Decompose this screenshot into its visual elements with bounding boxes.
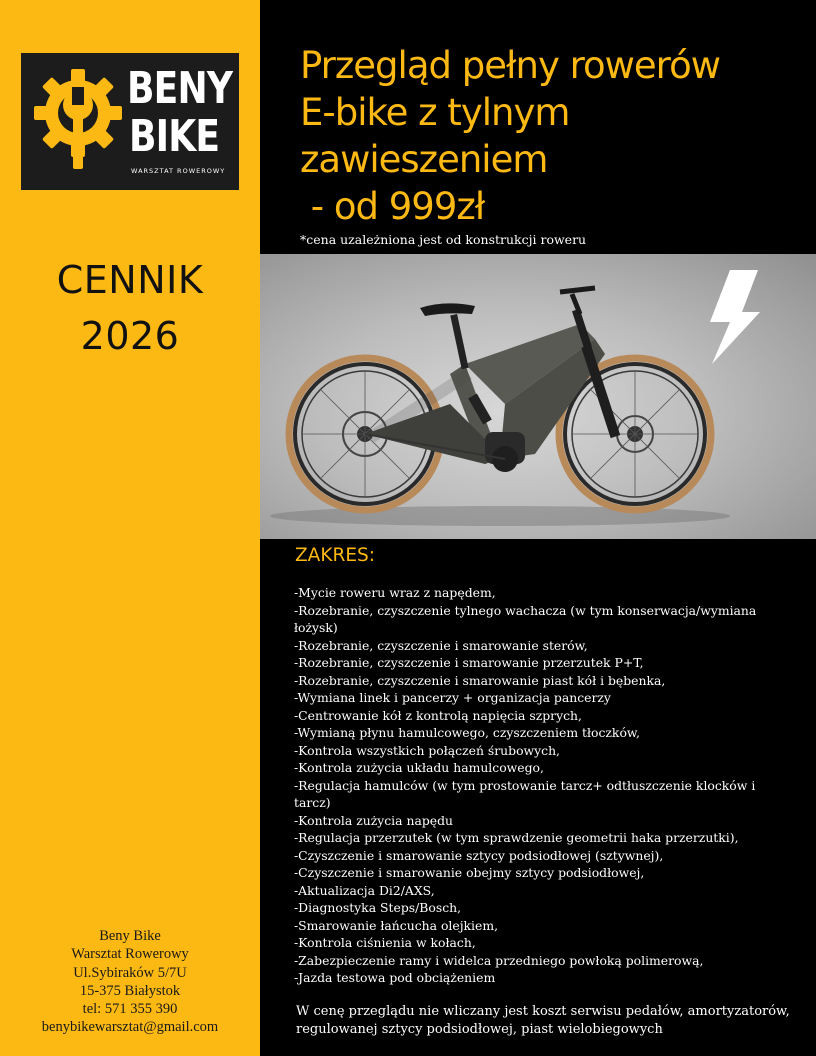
logo-text-bike: BIKE bbox=[129, 111, 220, 162]
scope-item: -Centrowanie kół z kontrolą napięcia szprych, bbox=[294, 707, 582, 723]
scope-item: -Kontrola wszystkich połączeń śrubowych, bbox=[294, 742, 560, 758]
scope-item: -Czyszczenie i smarowanie sztycy podsiodłowej (sztywnej), bbox=[294, 847, 664, 863]
contact-email: benybikewarsztat@gmail.com bbox=[41, 1019, 219, 1036]
scope-item: -Wymiana linek i pancerzy + organizacja pancerzy bbox=[294, 690, 611, 705]
scope-title: ZAKRES: bbox=[295, 545, 375, 566]
logo bbox=[21, 53, 239, 190]
scope-item: -Wymianą płynu hamulcowego, czyszczeniem tłoczków, bbox=[294, 725, 640, 740]
scope-item: -Smarowanie łańcucha olejkiem, bbox=[294, 917, 499, 933]
bike-frame bbox=[365, 288, 620, 472]
contact-name: Beny Bike bbox=[99, 928, 161, 944]
scope-item: -Regulacja przerzutek (w tym sprawdzenie geometrii haka przerzutki), bbox=[294, 830, 739, 845]
scope-item: -Kontrola zużycia napędu bbox=[294, 812, 454, 828]
price-list-heading bbox=[0, 252, 260, 364]
scope-item: -Czyszczenie i smarowanie obejmy sztycy podsiodłowej, bbox=[294, 865, 645, 880]
scope-item: -Kontrola ciśnienia w kołach, bbox=[294, 935, 476, 950]
e-bike-photo bbox=[260, 254, 816, 539]
contact-subtitle: Warsztat Rowerowy bbox=[71, 946, 189, 963]
scope-footer-note: W cenę przeglądu nie wliczany jest koszt serwisu pedałów, amortyzatorów, regulowanej sztycy podsiodłowej, piast wielobiegowych bbox=[296, 1004, 790, 1037]
contact-phone: tel: 571 355 390 bbox=[82, 1001, 178, 1018]
headline-line-2: E-bike z tylnym bbox=[300, 91, 570, 134]
logo-tagline: WARSZTAT ROWEROWY bbox=[131, 167, 226, 175]
headline-line-1: Przegląd pełny rowerów bbox=[300, 44, 720, 87]
headline bbox=[300, 42, 800, 230]
scope-list bbox=[294, 584, 774, 987]
scope-item: -Zabezpieczenie ramy i widelca przedniego powłoką polimerową, bbox=[294, 952, 704, 968]
scope-item: -Aktualizacja Di2/AXS, bbox=[294, 882, 435, 898]
scope-item: -Rozebranie, czyszczenie i smarowanie sterów, bbox=[294, 637, 588, 653]
contact-block bbox=[0, 927, 260, 1037]
scope-item: -Diagnostyka Steps/Bosch, bbox=[294, 900, 462, 915]
scope-item: -Rozebranie, czyszczenie i smarowanie przerzutek P+T, bbox=[294, 655, 644, 670]
scope-item: -Kontrola zużycia układu hamulcowego, bbox=[294, 760, 544, 775]
logo-text-beny: BENY bbox=[127, 63, 233, 114]
lightning-bolt-icon bbox=[710, 270, 760, 364]
price-list-year: 2026 bbox=[80, 314, 180, 358]
scope-item: -Rozebranie, czyszczenie tylnego wachacza (w tym konserwacja/wymiana łożysk) bbox=[294, 602, 757, 635]
bike-illustration bbox=[260, 254, 816, 539]
contact-city: 15-375 Białystok bbox=[79, 982, 181, 999]
headline-line-4: - od 999zł bbox=[300, 185, 485, 228]
scope-item: -Rozebranie, czyszczenie i smarowanie piast kół i bębenka, bbox=[294, 672, 666, 688]
contact-street: Ul.Sybiraków 5/7U bbox=[73, 964, 187, 981]
scope-item: -Regulacja hamulców (w tym prostowanie tarcz+ odtłuszczenie klocków i tarcz) bbox=[294, 777, 756, 810]
price-list-title: CENNIK bbox=[56, 258, 204, 302]
headline-line-3: zawieszeniem bbox=[300, 138, 548, 181]
scope-item: -Jazda testowa pod obciążeniem bbox=[294, 970, 496, 985]
scope-item: -Mycie roweru wraz z napędem, bbox=[294, 585, 496, 600]
price-note: *cena uzależniona jest od konstrukcji roweru bbox=[300, 232, 587, 247]
